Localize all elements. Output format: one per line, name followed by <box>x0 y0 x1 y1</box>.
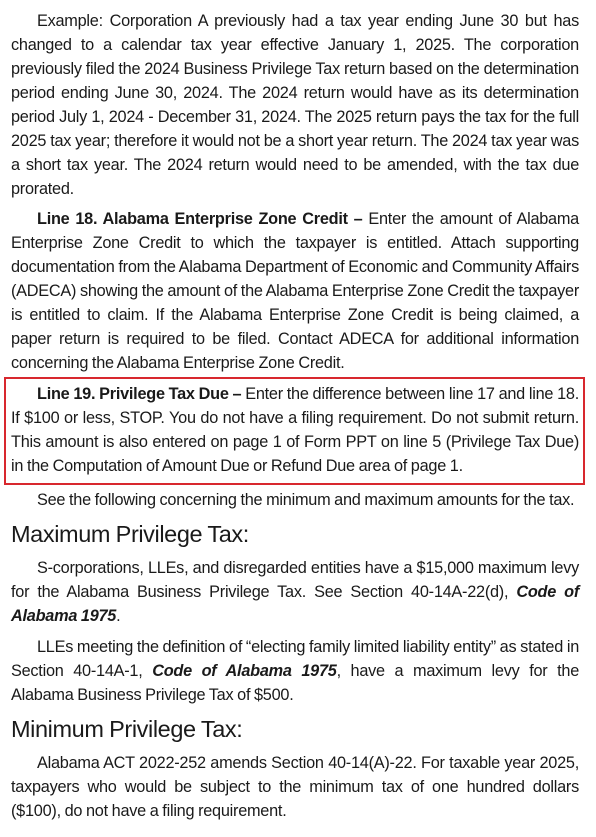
line-19-paragraph <box>11 382 579 478</box>
maximum-p2-end: , have a maximum levy for the Alabama Business Privilege Tax of $500. <box>11 662 580 704</box>
maximum-p1-text: S-corporations, LLEs, and disregarded entities have a $15,000 maximum levy for the Alabama Business Privilege Tax. See Section 40-14A-22(d), <box>11 559 579 601</box>
example-text: Example: Corporation A previously had a tax year ending June 30 but has changed to a calendar tax year effective January 1, 2025. The corporation previously filed the 2024 Business Privilege Tax return based on the determination period ending June 30, 2024. The 2024 return would have as its determination period July 1, 2024 - December 31, 2024. The 2025 return pays the tax for the full 2025 tax year; therefore it would not be a short year return. The 2024 tax year was a short tax year. The 2024 return would need to be amended, with the tax due prorated. <box>11 12 579 198</box>
minimum-paragraph-1 <box>11 751 579 823</box>
maximum-paragraph-1 <box>11 556 579 628</box>
see-following-text: See the following concerning the minimum and maximum amounts for the tax. <box>37 491 575 509</box>
minimum-privilege-tax-heading: Minimum Privilege Tax: <box>11 716 243 742</box>
line-19-text: Enter the difference between line 17 and line 18. If $100 or less, STOP. You do not have a filing requirement. Do not submit return. This amount is also entered on page 1 of Form PPT on line 5 (Privilege Tax Due) in the Computation of Amount Due or Refund Due area of page 1. <box>11 385 579 475</box>
maximum-p2-text: LLEs meeting the definition of “electing family limited liability entity” as stated in Section 40-14A-1, <box>11 638 579 680</box>
line-19-lead: Line 19. Privilege Tax Due – <box>37 385 242 403</box>
maximum-p1-citation: Code of Alabama 1975 <box>11 583 580 625</box>
maximum-privilege-tax-heading: Maximum Privilege Tax: <box>11 521 249 547</box>
see-following-paragraph <box>11 488 579 512</box>
line-18-lead: Line 18. Alabama Enterprise Zone Credit – <box>37 210 363 228</box>
line-18-paragraph <box>11 207 579 375</box>
minimum-p1-text: Alabama ACT 2022-252 amends Section 40-14(A)-22. For taxable year 2025, taxpayers who would be subject to the minimum tax of one hundred dollars ($100), do not have a filing requirement. <box>11 754 579 820</box>
line-18-text: Enter the amount of Alabama Enterprise Zone Credit to which the taxpayer is entitled. Attach supporting documentation from the Alabama Department of Economic and Community Affairs (ADECA) showing the amount of the Alabama Enterprise Zone Credit the taxpayer is entitled to claim. If the Alabama Enterprise Zone Credit is being claimed, a paper return is required to be filed. Contact ADECA for additional information concerning the Alabama Enterprise Zone Credit. <box>11 210 580 372</box>
maximum-paragraph-2 <box>11 635 579 707</box>
maximum-p1-end: . <box>116 607 121 625</box>
example-paragraph <box>11 9 579 201</box>
maximum-p2-citation: Code of Alabama 1975 <box>152 662 337 680</box>
